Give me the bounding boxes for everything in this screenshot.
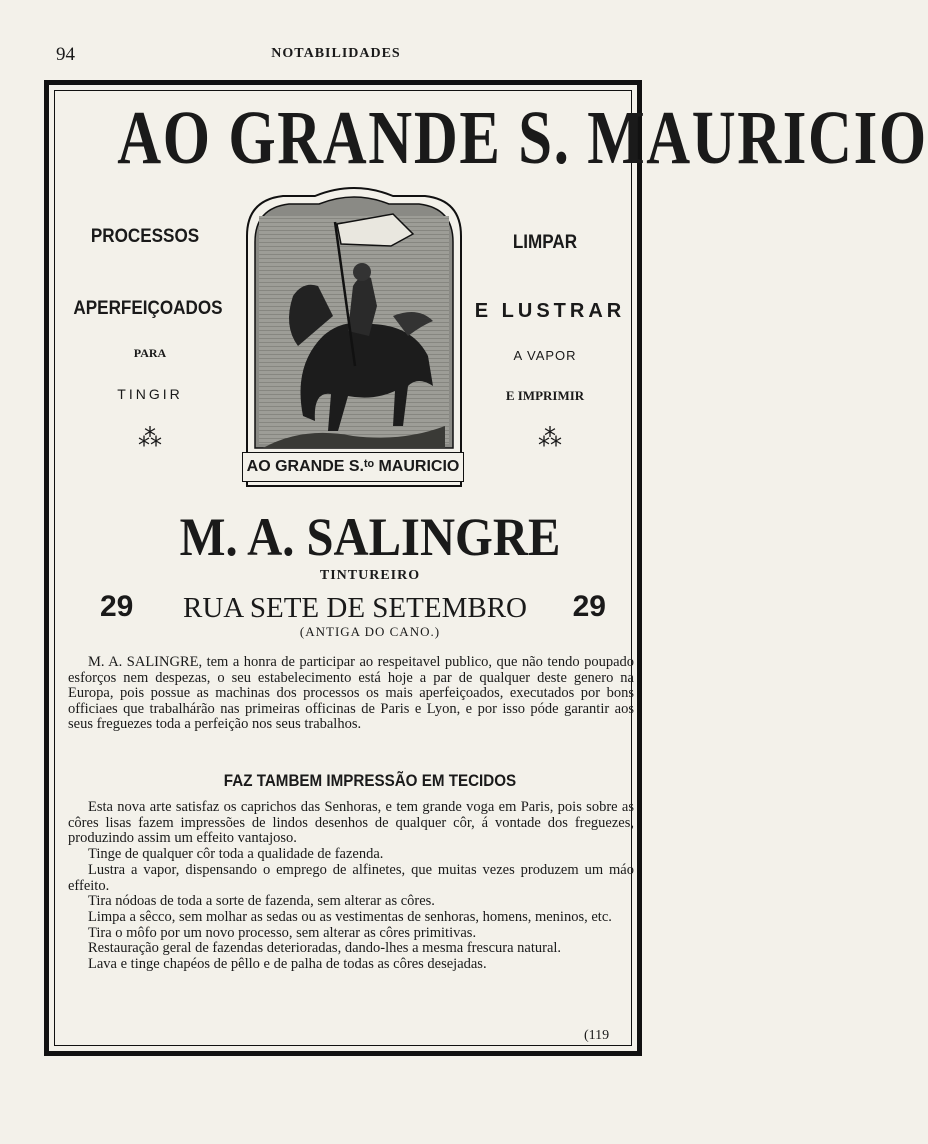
- page-number: 94: [56, 44, 75, 65]
- subheading: FAZ TAMBEM IMPRESSÃO EM TECIDOS: [223, 772, 517, 790]
- service-item: Tinge de qualquer côr toda a qualidade de fazenda.: [88, 846, 384, 863]
- emblem-caption: AO GRANDE S.ᵗᵒ MAURICIO: [242, 452, 464, 482]
- running-title: NOTABILIDADES: [271, 46, 401, 61]
- right-line-2: E LUSTRAR: [474, 300, 626, 322]
- ad-reference-number: (119: [584, 1028, 610, 1043]
- right-ornament-icon: ⁂: [538, 424, 562, 452]
- right-line-3: A VAPOR: [513, 348, 577, 363]
- right-line-1: LIMPAR: [512, 232, 578, 253]
- ad-title: AO GRANDE S. MAURICIO: [117, 96, 928, 180]
- street-number-left: 29: [100, 590, 134, 623]
- right-line-4: E IMPRIMIR: [505, 388, 585, 403]
- street-number-right: 29: [572, 590, 606, 623]
- service-item: Tira nódoas de toda a sorte de fazenda, sem alterar as côres.: [88, 893, 435, 910]
- service-item: Restauração geral de fazendas deterioradas, dando-lhes a mesma frescura natural.: [88, 940, 562, 957]
- street-name: RUA SETE DE SETEMBRO: [183, 592, 527, 624]
- service-item: Lava e tinge chapéos de pêllo e de palha de todas as côres desejadas.: [88, 956, 487, 973]
- service-item: Limpa a sêcco, sem molhar as sedas ou as vestimentas de senhoras, homens, meninos, etc.: [88, 908, 612, 925]
- knight-on-horse-emblem-icon: [243, 186, 465, 492]
- service-item: Tira o môfo por um novo processo, sem alterar as côres primitivas.: [88, 924, 477, 941]
- left-line-3: PARA: [133, 346, 167, 360]
- left-line-1: PROCESSOS: [90, 226, 200, 247]
- services-list: [68, 800, 634, 973]
- left-ornament-icon: ⁂: [138, 424, 162, 452]
- service-item: Lustra a vapor, dispensando o emprego de alfinetes, que muitas vezes produzem um máo effeito.: [68, 861, 634, 894]
- intro-paragraph: M. A. SALINGRE, tem a honra de participar ao respeitavel publico, que não tendo poupado esforços nem despezas, o seu estabelecimento está hoje a par de qualquer deste genero na Europa, pois possue as machinas dos processos os mais aperfeiçoados, executados por bons officiaes que trabalhárão nas primeiras officinas de Paris e Lyon, e por isso póde garantir aos seus freguezes toda a perfeição nos seus trabalhos.: [68, 654, 634, 733]
- proprietor-name: M. A. SALINGRE: [179, 507, 561, 567]
- trade-label: TINTUREIRO: [319, 568, 421, 583]
- left-line-2: APERFEIÇOADOS: [73, 298, 223, 319]
- left-line-4: TINGIR: [117, 386, 183, 402]
- former-street-name: (ANTIGA DO CANO.): [299, 624, 441, 639]
- running-head: [56, 44, 616, 66]
- service-item: Esta nova arte satisfaz os caprichos das Senhoras, e tem grande voga em Paris, pois sobre as côres lisas fazem impressões de lindos desenhos de qualquer côr, á vontade dos freguezes, produzindo assim um effeito vantajoso.: [68, 799, 634, 847]
